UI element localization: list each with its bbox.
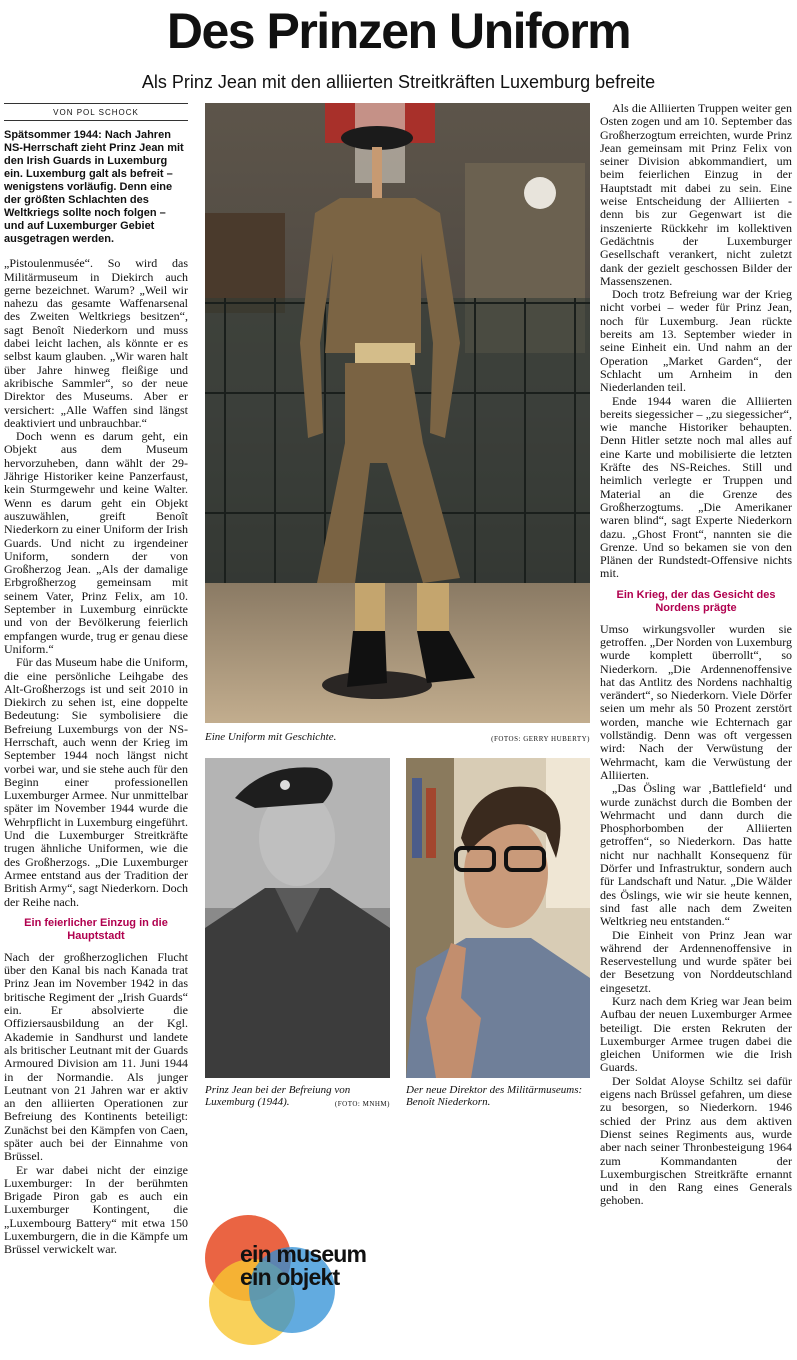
photo-prince-jean (205, 758, 390, 1078)
paragraph: Als die Alliierten Truppen weiter gen Osten zogen und am 10. September das Großherzogtum erreichten, wurde Prinz Jean gemeinsam mit Prinz Felix von seiner Division abkommandiert, um beim feierlichen Einzug in der Hauptstadt mit dabei zu sein. Eine weise Entscheidung der Alliierten - denn bis zur Gegenwart ist die inszenierte Rückkehr im kollektiven Gedächtnis der Luxemburger Gesellschaft verankert, nicht zuletzt dank der gezielt geschossen Bilder der Massenszenen. (600, 101, 792, 288)
paragraph: Umso wirkungsvoller wurden sie getroffen. „Der Norden von Luxemburg wurde komplett überrollt“, so Niederkorn. „Die Ardennenoffensive hat das Antlitz des Nordens nachhaltig verändert“, so Niederkorn. Viele Dörfer seien um mehr als 50 Prozent zerstört worden, manche wie Echternach gar vollständig. Denn was oft vergessen wird: Nach der Verwüstung der Wehrmacht, kam die Verwüstung der Alliierten. (600, 621, 792, 782)
photo-director (406, 758, 590, 1078)
paragraph: Die Einheit von Prinz Jean war während der Ardennenoffensive in Reservestellung und wurde später bei der Besetzung von Norddeutschland eingesetzt. (600, 927, 792, 995)
paragraph: Nach der großherzoglichen Flucht über den Kanal bis nach Kanada trat Prinz Jean im November 1942 in das britische Regiment der „Irish Guards“ ein. Er absolvierte die Offiziersausbildung an der Kgl. Akademie in Sandhurst und landete als britischer Leutnant mit der Guards Armoured Division am 11. Juni 1944 in der Normandie. Als junger Leutnant von 21 Jahren war er aktiv an den alliierten Operationen zur Befreiung des Kontinents beteiligt: Zunächst bei den Kämpfen von Caen, später auch bei der Einnahme von Brüssel. (4, 949, 188, 1164)
caption-left (205, 1084, 390, 1110)
subheading-left: Ein feierlicher Einzug in die Hauptstadt (24, 916, 168, 942)
logo-line-2: ein objekt (240, 1264, 340, 1290)
paragraph: Doch wenn es darum geht, ein Objekt aus dem Museum hervorzuheben, dann wählt der 29-Jährige Historiker keine Panzerfaust, kein Sturmgewehr und keine Walter. Wenn es darum geht ein Objekt auszuwählen, greift Benoît Niederkorn zu einer Uniform der Irish Guards. Und nicht zu irgendeiner Uniform, sondern der von Großherzog Jean. „Als der damalige Erbgroßherzog gemeinsam mit seinem Vater, Prinz Felix, am 10. September in Luxemburg einrückte und von der Bevölkerung feierlich empfangen wurde, trug er genau diese Uniform.“ (4, 429, 188, 656)
lead-paragraph: Spätsommer 1944: Nach Jahren NS-Herrschaft zieht Prinz Jean mit den Irish Guards in Luxemburg ein. Luxemburg galt als befreit – wenigstens vorläufig. Denn eine der größten Schlachten des Weltkriegs sollte noch folgen – und auf Luxemburger Gebiet ausgetragen werden. (4, 129, 184, 246)
column-right-body (600, 102, 792, 581)
paragraph: Der Soldat Aloyse Schiltz sei dafür eigens nach Brüssel gefahren, um diese zu besorgen, so Niederkorn. 1946 schied der Prinz aus dem aktiven Dienst seines Regiments aus, wurde aber nach seiner Thronbesteigung 1964 zum Kommandanten der Luxemburgischen Streitkräfte ernannt und in den Rang eines Generals gehoben. (600, 1073, 792, 1208)
column-left-body-2 (4, 951, 188, 1257)
headline: Des Prinzen Uniform (166, 3, 631, 59)
byline: VON POL SCHOCK (4, 103, 188, 121)
column-right-body-2 (600, 623, 792, 1208)
paragraph: Kurz nach dem Krieg war Jean beim Aufbau der neuen Luxemburger Armee beteiligt. Die ersten Rekruten der Luxemburger Armee trugen dabei die gleichen Uniformen wie die Irish Guards. (600, 994, 792, 1075)
paragraph: Für das Museum habe die Uniform, die eine persönliche Leihgabe des Alt-Großherzogs ist und seit 2010 in Diekirch zu sehen ist, eine doppelte Bedeutung: Sie symbolisiere die Befreiung Luxemburgs von der NS-Herrschaft, auch wenn der Krieg im September 1944 noch längst nicht vorbei war, und sie stehe auch für den Beginn einer professionellen Luxemburger Armee. Nur unmittelbar später im November 1944 wurde die Wehrpflicht in Luxemburg eingeführt. Und die Luxemburger Streitkräfte trugen ähnliche Uniformen, wie die des Großherzogs. „Die Luxemburger Armee entstand aus der Tradition der British Army“, sagt Niederkorn. Doch der Reihe nach. (4, 655, 188, 909)
column-right (600, 102, 792, 1208)
logo-line-1: ein museum (240, 1241, 367, 1267)
logo-text (240, 1243, 366, 1289)
caption-main (205, 731, 590, 745)
paragraph: „Pistoulenmusée“. So wird das Militärmuseum in Diekirch auch gerne bezeichnet. Warum? „Weil wir nahezu das gesamte Waffenarsenal des Zweiten Weltkriegs besitzen“, sagt Benoît Niederkorn und muss dabei leicht lachen, als könnte er es selbst kaum glauben. „Wir waren halt über Jahre hinweg fleißige und akribische Sammler“, so der neue Direktor des Museums. Aber er versichert: „Alle Waffen sind längst deaktiviert und unbrauchbar.“ (4, 256, 188, 430)
subheading-right: Ein Krieg, der das Gesicht des Nordens prägte (616, 588, 776, 614)
credit-left: (FOTO: MNHM) (334, 1100, 390, 1108)
caption-right-text: Der neue Direktor des Militärmuseums: Benoît Niederkorn. (406, 1084, 583, 1108)
column-left (4, 103, 188, 1257)
credit-main: (FOTOS: GERRY HUBERTY) (491, 735, 590, 743)
column-left-body (4, 257, 188, 909)
subheadline: Als Prinz Jean mit den alliierten Streitkräften Luxemburg befreite (141, 72, 656, 92)
photo-uniform (205, 103, 590, 723)
paragraph: Er war dabei nicht der einzige Luxemburger: In der berühmten Brigade Piron gab es auch ein Luxemburger Kontingent, die „Luxembourg Battery“ mit etwa 150 Luxemburgern, die in die Kämpfe um Brüssel verwickelt war. (4, 1162, 188, 1257)
caption-right (406, 1084, 590, 1108)
caption-main-text: Eine Uniform mit Geschichte. (205, 731, 337, 743)
paragraph: Doch trotz Befreiung war der Krieg nicht vorbei – weder für Prinz Jean, noch für Luxemburg. Jean rückte bereits am 13. September wieder in seine Einheit ein. Und nahm an der Operation „Market Garden“, der Schlacht um Arnheim in den Niederlanden teil. (600, 287, 792, 395)
paragraph: „Das Ösling war ‚Battlefield‘ und wurde zunächst durch die Bomben der Wehrmacht und dann durch die Phosphorbomben der Alliierten getroffen“, so Niederkorn. Das hatte nicht nur nachhallt Konsequenz für Dörfer und Infrastruktur, sondern auch für Landschaft und Natur. „Die Wälder des Öslings, wie wir sie heute kennen, sind fast alle nach dem Zweiten Weltkrieg neu entstanden.“ (600, 781, 792, 929)
caption-left-text: Prinz Jean bei der Befreiung von Luxemburg (1944). (205, 1084, 351, 1108)
paragraph: Ende 1944 waren die Alliierten bereits siegessicher – „zu siegessicher“, wie manche Historiker behaupten. Denn Hitler setzte noch mal alles auf eine Karte und mobilisierte die letzten Kräfte des NS-Reiches. Still und heimlich verlegte er Truppen und Material an die Grenze des Großherzogtums. „Die Amerikaner waren blind“, sagt Experte Niederkorn dazu. „Ghost Front“, nannten sie die Grenze. Und so bekamen sie von den Plänen der Rundstedt-Offensive nichts mit. (600, 393, 792, 581)
